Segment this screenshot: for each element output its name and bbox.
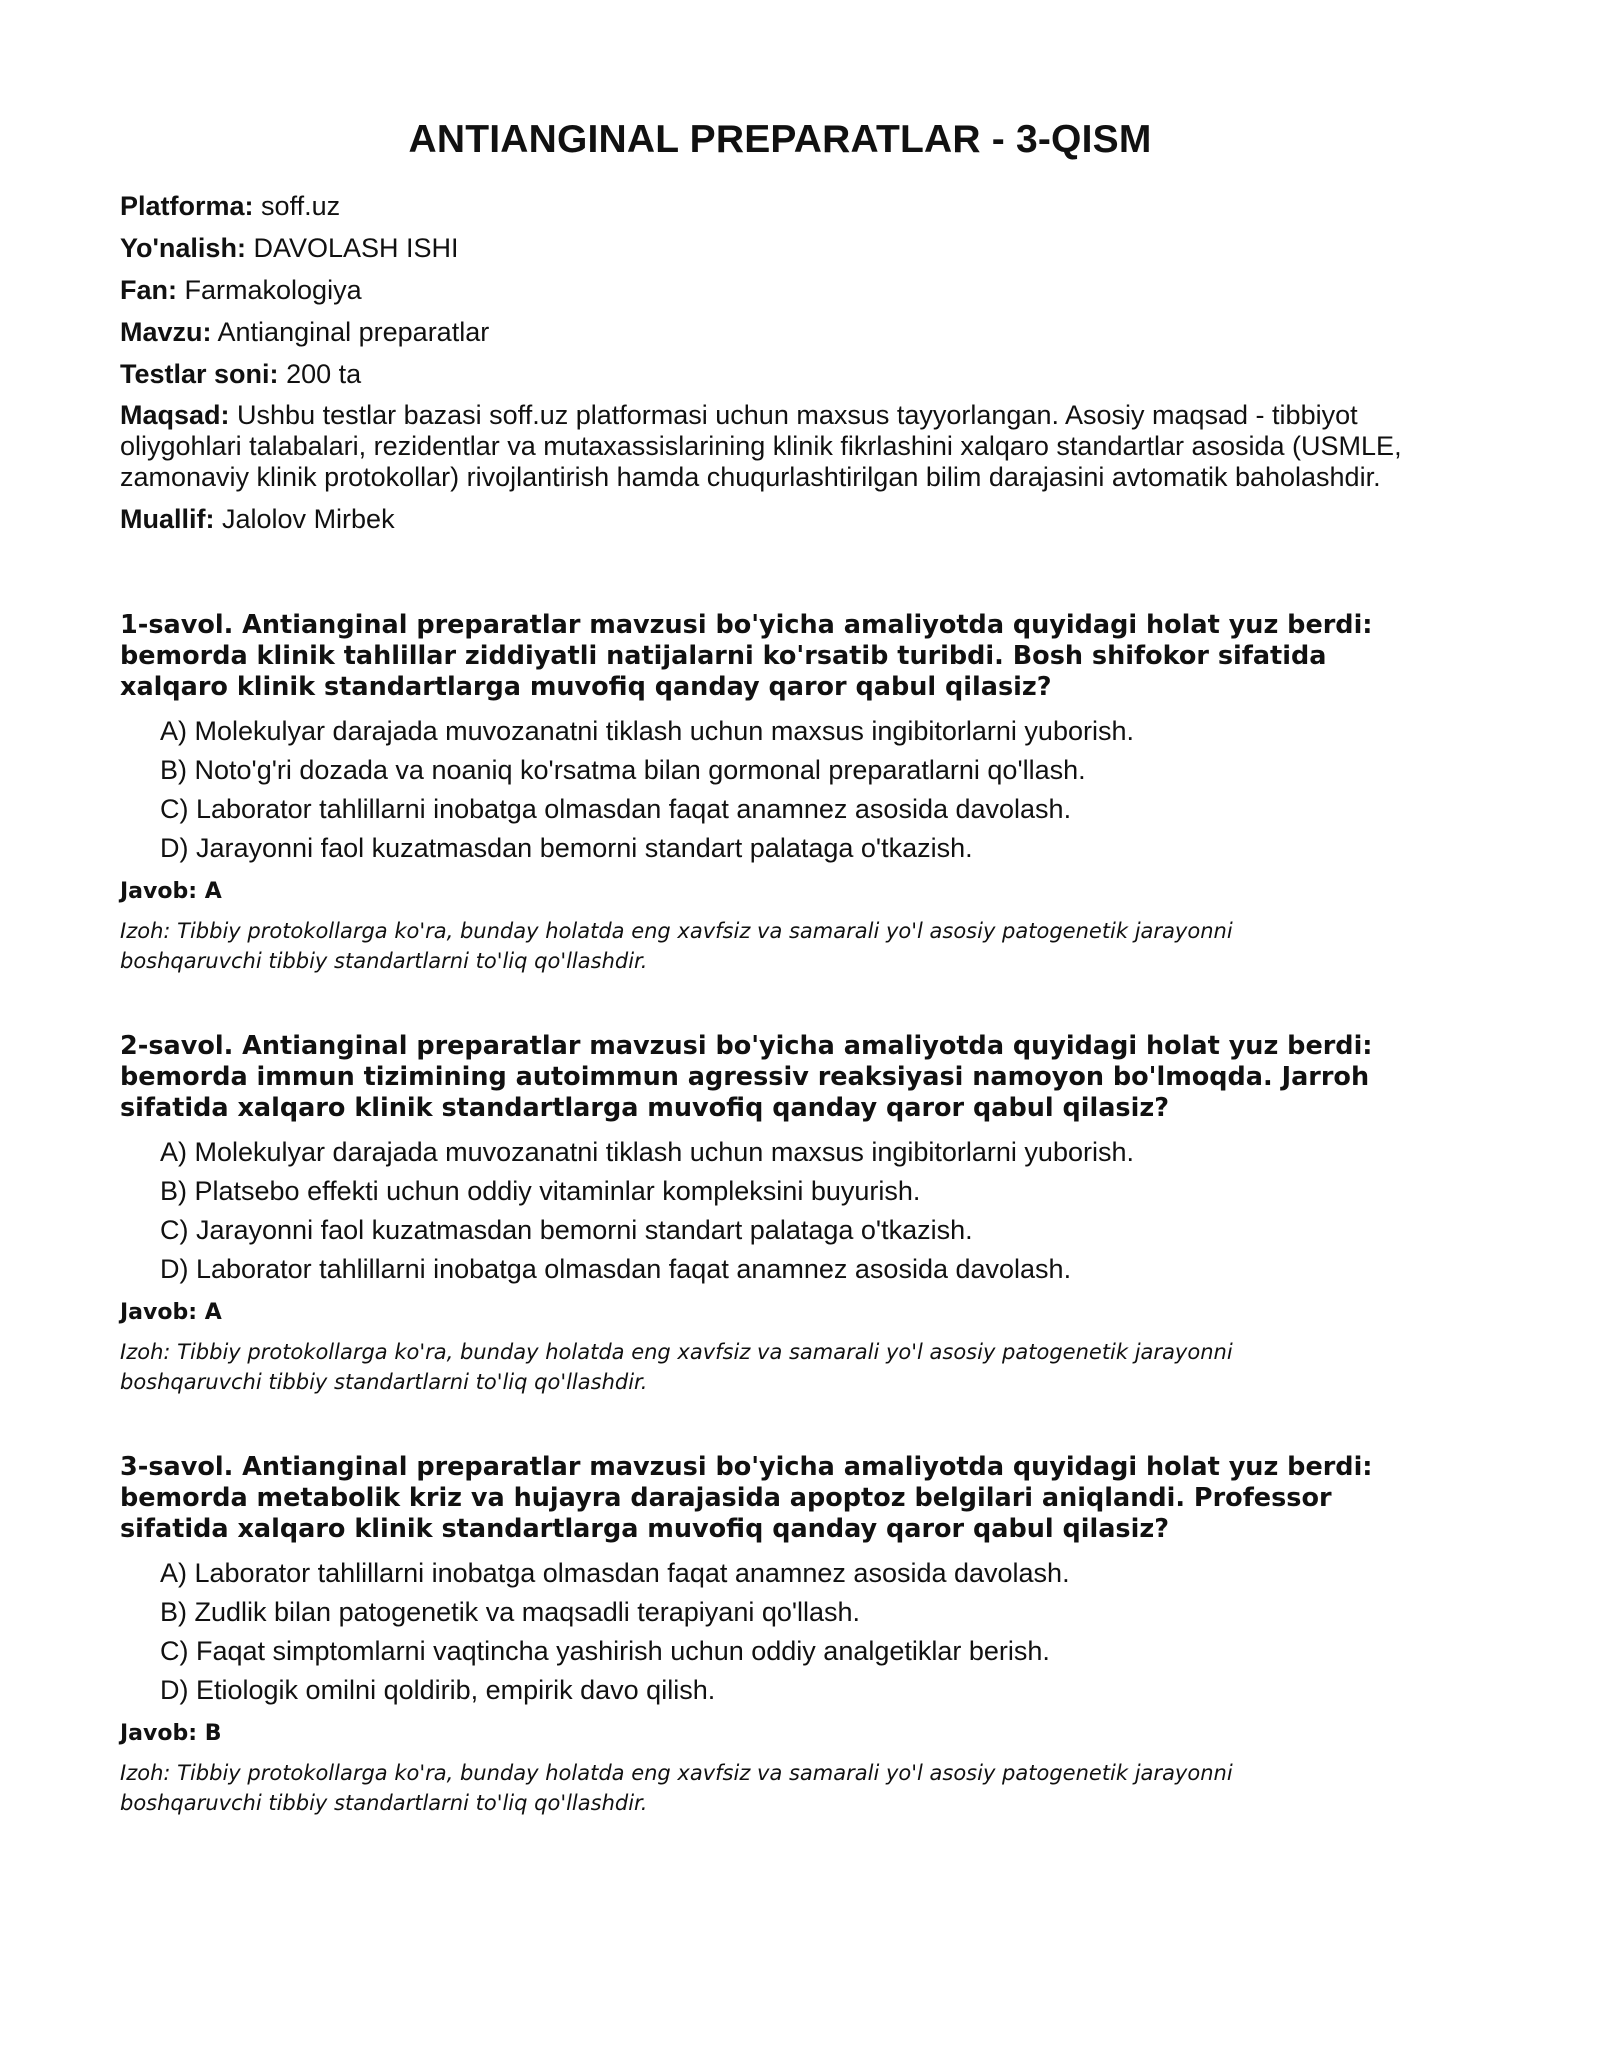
explanation: Izoh: Tibbiy protokollarga ko'ra, bunday holatda eng xavfsiz va samarali yo'l asosiy patogenetik jarayonni boshqaruvchi tibbiy standartlarni to'liq qo'llashdir.: [120, 1340, 1233, 1394]
meta-value: DAVOLASH ISHI: [253, 233, 459, 263]
option-a: A) Molekulyar darajada muvozanatni tiklash uchun maxsus ingibitorlarni yuborish.: [160, 1137, 1134, 1167]
meta-platforma: [120, 190, 1440, 222]
question-2: [120, 1031, 1440, 1397]
option-c: C) Laborator tahlillarni inobatga olmasdan faqat anamnez asosida davolash.: [160, 794, 1072, 824]
meta-yonalish: [120, 232, 1440, 264]
explanation: Izoh: Tibbiy protokollarga ko'ra, bunday holatda eng xavfsiz va samarali yo'l asosiy patogenetik jarayonni boshqaruvchi tibbiy standartlarni to'liq qo'llashdir.: [120, 1761, 1233, 1815]
document-title: ANTIANGINAL PREPARATLAR - 3-QISM: [408, 118, 1152, 161]
meta-maqsad: [120, 400, 1440, 493]
meta-value: Jalolov Mirbek: [222, 504, 395, 534]
document-page: [120, 118, 1440, 1873]
meta-label: Testlar soni:: [120, 359, 279, 389]
meta-label: Maqsad:: [120, 400, 230, 430]
meta-value: soff.uz: [261, 191, 341, 221]
meta-value: Antianginal preparatlar: [217, 317, 490, 347]
question-3: [120, 1452, 1440, 1818]
option-b: B) Platsebo effekti uchun oddiy vitaminlar kompleksini buyurish.: [160, 1176, 921, 1206]
meta-testlar-soni: [120, 358, 1440, 390]
question-text: 2-savol. Antianginal preparatlar mavzusi bo'yicha amaliyotda quyidagi holat yuz berdi: bemorda immun tizimining autoimmun agressiv reaksiyasi namoyon bo'lmoqda. Jarroh sifatida xalqaro klinik standartlarga muvofiq qanday qaror qabul qilasiz?: [120, 1031, 1373, 1123]
answer: Javob: B: [120, 1721, 222, 1746]
question-list: [120, 610, 1440, 1818]
option-b: B) Noto'g'ri dozada va noaniq ko'rsatma bilan gormonal preparatlarni qo'llash.: [160, 755, 1086, 785]
meta-fan: [120, 274, 1440, 306]
option-a: A) Molekulyar darajada muvozanatni tiklash uchun maxsus ingibitorlarni yuborish.: [160, 716, 1134, 746]
meta-label: Muallif:: [120, 504, 215, 534]
option-b: B) Zudlik bilan patogenetik va maqsadli terapiyani qo'llash.: [160, 1597, 861, 1627]
option-a: A) Laborator tahlillarni inobatga olmasdan faqat anamnez asosida davolash.: [160, 1558, 1070, 1588]
meta-label: Platforma:: [120, 191, 254, 221]
option-c: C) Jarayonni faol kuzatmasdan bemorni standart palataga o'tkazish.: [160, 1215, 973, 1245]
meta-block: [120, 190, 1440, 535]
option-d: D) Jarayonni faol kuzatmasdan bemorni standart palataga o'tkazish.: [160, 833, 973, 863]
meta-value: Ushbu testlar bazasi soff.uz platformasi uchun maxsus tayyorlangan. Asosiy maqsad - tibbiyot oliygohlari talabalari, rezidentlar va mutaxassislarining klinik fikrlashini xalqaro standartlar asosida (USMLE, zamonaviy klinik protokollar) rivojlantirish hamda chuqurlashtirilgan bilim darajasini avtomatik baholashdir.: [120, 400, 1402, 492]
option-d: D) Etiologik omilni qoldirib, empirik davo qilish.: [160, 1675, 716, 1705]
answer: Javob: A: [120, 1300, 222, 1325]
meta-mavzu: [120, 316, 1440, 348]
meta-muallif: [120, 503, 1440, 535]
meta-label: Mavzu:: [120, 317, 212, 347]
meta-label: Fan:: [120, 275, 177, 305]
question-text: 3-savol. Antianginal preparatlar mavzusi bo'yicha amaliyotda quyidagi holat yuz berdi: bemorda metabolik kriz va hujayra darajasida apoptoz belgilari aniqlandi. Professor sifatida xalqaro klinik standartlarga muvofiq qanday qaror qabul qilasiz?: [120, 1452, 1373, 1544]
question-text: 1-savol. Antianginal preparatlar mavzusi bo'yicha amaliyotda quyidagi holat yuz berdi: bemorda klinik tahlillar ziddiyatli natijalarni ko'rsatib turibdi. Bosh shifokor sifatida xalqaro klinik standartlarga muvofiq qanday qaror qabul qilasiz?: [120, 610, 1373, 702]
option-c: C) Faqat simptomlarni vaqtincha yashirish uchun oddiy analgetiklar berish.: [160, 1636, 1050, 1666]
meta-value: 200 ta: [286, 359, 362, 389]
question-1: [120, 610, 1440, 976]
option-d: D) Laborator tahlillarni inobatga olmasdan faqat anamnez asosida davolash.: [160, 1254, 1072, 1284]
meta-value: Farmakologiya: [184, 275, 362, 305]
explanation: Izoh: Tibbiy protokollarga ko'ra, bunday holatda eng xavfsiz va samarali yo'l asosiy patogenetik jarayonni boshqaruvchi tibbiy standartlarni to'liq qo'llashdir.: [120, 919, 1233, 973]
answer: Javob: A: [120, 879, 222, 904]
meta-label: Yo'nalish:: [120, 233, 246, 263]
